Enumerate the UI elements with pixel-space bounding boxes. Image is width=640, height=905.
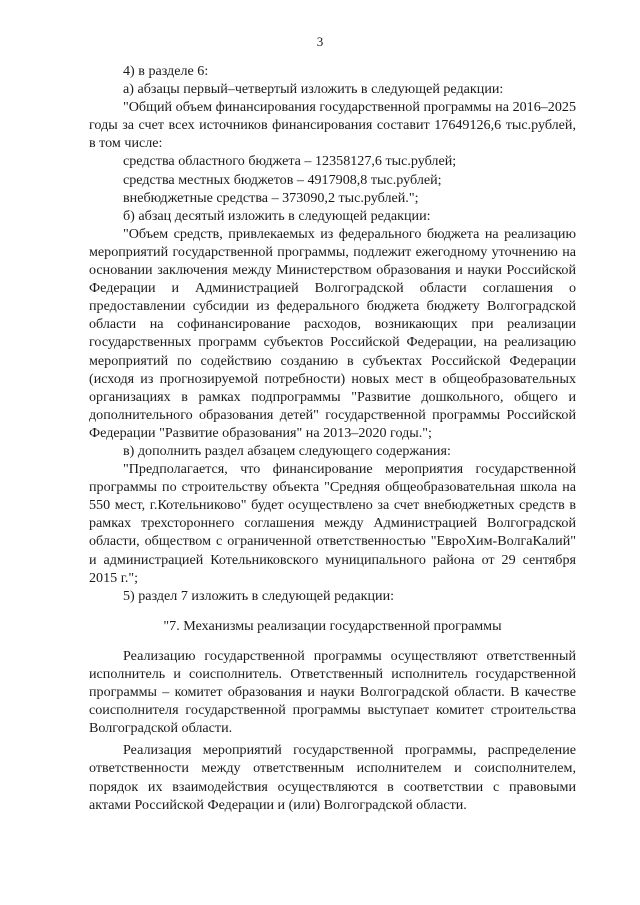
document-body [89, 62, 576, 814]
subitem-b-intro: б) абзац десятый изложить в следующей редакции: [123, 207, 431, 224]
section-7-paragraph-2: Реализация мероприятий государственной программы, распределение ответственности между ответственным исполнителем и соисполнителем, порядок их взаимодействия осуществляются в соответствии с правовыми актами Российской Федерации и (или) Волгоградской области. [89, 742, 576, 813]
school-construction-paragraph: "Предполагается, что финансирование мероприятия государственной программы по строительству объекта "Средняя общеобразовательная школа на 550 мест, г.Котельниково" будет осуществлено за счет внебюджетных средств в рамках трехстороннего соглашения между Администрацией Волгоградской области, обществом с ограниченной ответственностью "ЕвроХим-ВолгаКалий" и администрацией Котельниковского муниципального района от 29 сентября 2015 г."; [89, 461, 576, 586]
subitem-v-intro: в) дополнить раздел абзацем следующего содержания: [123, 442, 451, 459]
financing-breakdown [89, 152, 576, 206]
regional-budget-line: средства областного бюджета – 12358127,6 тыс.рублей; [123, 153, 457, 170]
financing-total-paragraph: "Общий объем финансирования государственной программы на 2016–2025 годы за счет всех источников финансирования составит 17649126,6 тыс.рублей, в том числе: [89, 99, 576, 152]
section-7-title: "7. Механизмы реализации государственной программы [163, 617, 502, 634]
item-5-heading: 5) раздел 7 изложить в следующей редакции: [123, 587, 395, 604]
subitem-a-intro: а) абзацы первый–четвертый изложить в следующей редакции: [123, 81, 504, 98]
page-number: 3 [316, 34, 324, 49]
local-budget-line: средства местных бюджетов – 4917908,8 тыс.рублей; [123, 171, 442, 188]
item-4-heading: 4) в разделе 6: [123, 63, 209, 79]
federal-funds-paragraph: "Объем средств, привлекаемых из федерального бюджета на реализацию мероприятий государственной программы, подлежит ежегодному уточнению на основании заключения между Министерством образования и науки Российской Федерации и Администрацией Волгоградской области соглашения о предоставлении субсидии из федерального бюджета бюджету Волгоградской области на софинансирование расходов, возникающих при реализации государственных программ субъектов Российской Федерации, на реализацию мероприятий по содействию созданию в субъектах Российской Федерации (исходя из прогнозируемой потребности) новых мест в общеобразовательных организациях в рамках подпрограммы "Развитие дошкольного, общего и дополнительного образования детей" государственной программы Российской Федерации "Развитие образования" на 2013–2020 годы."; [89, 225, 576, 441]
section-7-paragraph-1: Реализацию государственной программы осуществляют ответственный исполнитель и соисполнитель. Ответственный исполнитель государственной программы – комитет образования и науки Волгоградской области. В качестве соисполнителя государственной программы выступает комитет строительства Волгоградской области. [89, 647, 576, 737]
extrabudgetary-line: внебюджетные средства – 373090,2 тыс.рублей."; [123, 189, 419, 206]
